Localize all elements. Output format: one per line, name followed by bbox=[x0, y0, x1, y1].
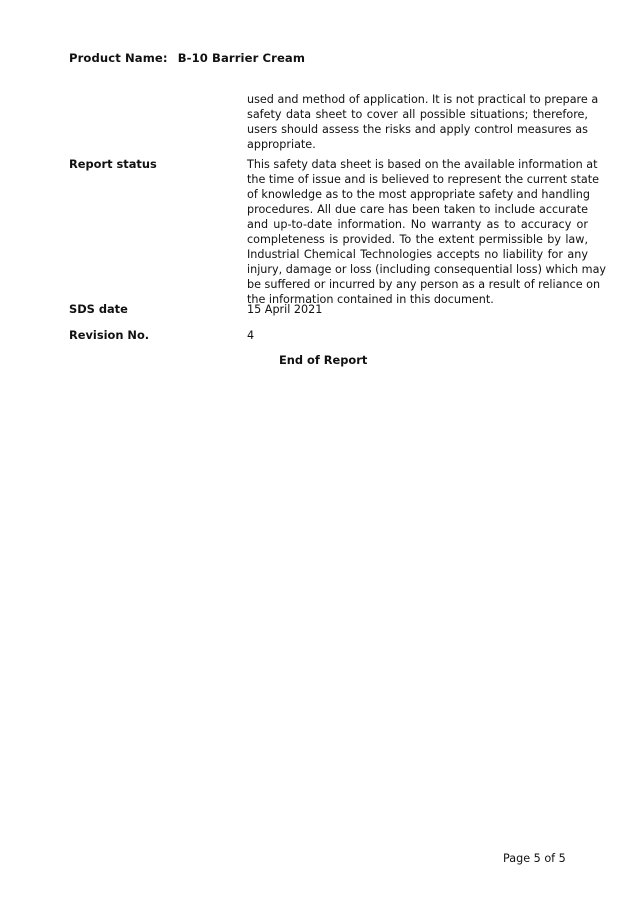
text-line: appropriate. bbox=[247, 138, 316, 151]
text-line: of knowledge as to the most appropriate safety and handling bbox=[247, 188, 590, 201]
product-name-header bbox=[69, 51, 305, 65]
sds-date-value: 15 April 2021 bbox=[247, 303, 323, 316]
product-name-value: B-10 Barrier Cream bbox=[177, 51, 306, 65]
text-line: This safety data sheet is based on the available information at bbox=[247, 158, 598, 171]
text-line: safety data sheet to cover all possible situations; therefore, bbox=[247, 108, 588, 121]
text-line: procedures. All due care has been taken to include accurate bbox=[247, 203, 588, 216]
page-number: Page 5 of 5 bbox=[503, 852, 566, 865]
report-status-label: Report status bbox=[69, 157, 157, 171]
text-line: the time of issue and is believed to represent the current state bbox=[247, 173, 600, 186]
text-line: injury, damage or loss (including consequential loss) which may bbox=[247, 263, 607, 276]
report-status-text bbox=[247, 157, 607, 307]
product-name-label: Product Name: bbox=[69, 51, 168, 65]
text-line: used and method of application. It is not practical to prepare a bbox=[247, 93, 599, 106]
text-line: users should assess the risks and apply control measures as bbox=[247, 123, 588, 136]
revision-label: Revision No. bbox=[69, 328, 150, 342]
end-of-report: End of Report bbox=[279, 353, 368, 367]
text-line: the information contained in this document. bbox=[247, 293, 494, 306]
text-line: be suffered or incurred by any person as a result of reliance on bbox=[247, 278, 601, 291]
sds-date-label: SDS date bbox=[69, 302, 128, 316]
text-line: Industrial Chemical Technologies accepts no liability for any bbox=[247, 248, 588, 261]
revision-value: 4 bbox=[247, 329, 255, 342]
continuation-text bbox=[247, 92, 599, 152]
text-line: completeness is provided. To the extent permissible by law, bbox=[247, 233, 588, 246]
text-line: and up-to-date information. No warranty as to accuracy or bbox=[247, 218, 588, 231]
